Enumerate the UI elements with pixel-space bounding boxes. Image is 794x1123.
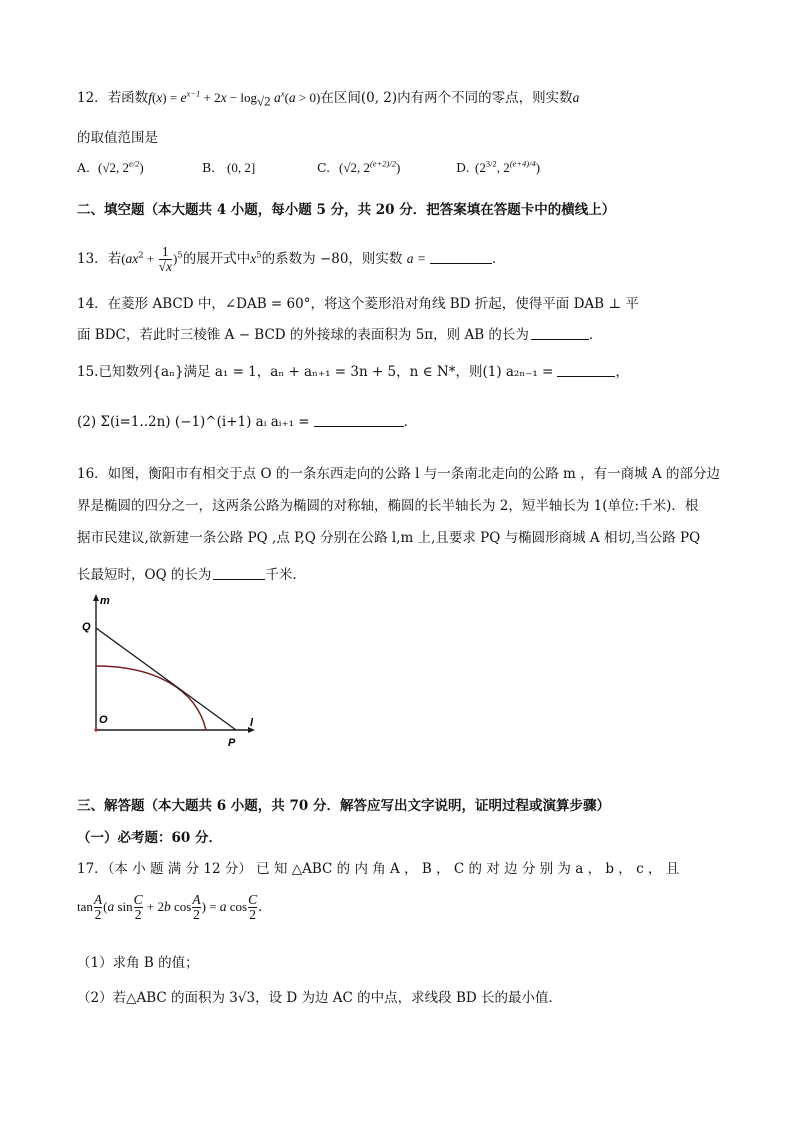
- tangent-line-pq: [96, 628, 236, 730]
- q13-term: x: [250, 251, 257, 266]
- q13-expr: (: [121, 251, 126, 266]
- q13-number: 13．: [77, 251, 108, 267]
- q12-option-a: (√2, $2^{e/2}$): [98, 158, 144, 175]
- q12-mid: 在区间(0, 2)内有两个不同的零点，则实数: [320, 90, 573, 106]
- origin-point: [94, 728, 97, 731]
- q16-figure: [78, 592, 268, 752]
- q12-line1: 12．若函数$f(x) = e^{x-1} + 2x - \log_{√2} a^x(a > 0)$在区间(0, 2)内有两个不同的零点，则实数a: [77, 88, 580, 109]
- label-q: Q: [82, 621, 91, 633]
- q13-mid: 的展开式中: [182, 251, 251, 267]
- label-o: O: [99, 714, 108, 726]
- q13-tail: 的系数为 −80，则实数: [261, 251, 403, 267]
- q12-var: a: [572, 90, 580, 105]
- q12-option-c-label: C.: [317, 160, 331, 175]
- q13-lead: 若: [107, 251, 122, 267]
- q12-option-b-label: B.: [202, 160, 216, 175]
- section2-title: 二、填空题（本大题共 4 小题，每小题 5 分，共 20 分．把答案填在答题卡中的横线上）: [77, 202, 616, 218]
- section3-title: 三、解答题（本大题共 6 小题，共 70 分．解答应写出文字说明，证明过程或演算步骤）: [77, 798, 610, 814]
- q12-lead: 若函数: [107, 90, 149, 106]
- q17-line1: 17．（本 小 题 满 分 12 分） 已 知 △ABC 的 内 角 A ， B ， C 的 对 边 分 别 为 a ， b ， c ， 且: [77, 861, 680, 877]
- label-l: l: [250, 717, 254, 729]
- q16-answer-blank[interactable]: [213, 567, 265, 580]
- q12-option-d-label: D.: [456, 160, 470, 175]
- q13-answer-blank[interactable]: [430, 251, 492, 264]
- q12-option-b: (0, 2]: [227, 160, 256, 175]
- q12-formula: f: [148, 90, 152, 105]
- ellipse-arc: [96, 666, 206, 730]
- q16-line4: 长最短时，OQ 的长为 千米.: [77, 567, 297, 583]
- q14-line1: 14．在菱形 ABCD 中，∠DAB = 60°，将这个菱形沿对角线 BD 折起，使得平面 DAB ⊥ 平: [77, 296, 639, 312]
- q15-answer-blank-1[interactable]: [557, 364, 615, 377]
- q17-part2: （2）若△ABC 的面积为 3√3，设 D 为边 AC 的中点，求线段 BD 长的最小值．: [77, 990, 562, 1006]
- section3-subtitle: （一）必考题：60 分．: [77, 830, 222, 846]
- q14-answer-blank[interactable]: [531, 327, 589, 340]
- q16-line1: 16．如图，衡阳市有相交于点 O 的一条东西走向的公路 l 与一条南北走向的公路 m ，有一商城 A 的部分边: [77, 466, 720, 482]
- q15-answer-blank-2[interactable]: [314, 414, 404, 427]
- q17-formula: tan $\frac{A}{2}$ (a sin $\frac{C}{2}$ + 2b cos $\frac{A}{2}$ ) = a cos $\frac{C}{2}$ ．: [77, 892, 272, 922]
- q12-number: 12．: [77, 90, 108, 106]
- q17-part1: （1）求角 B 的值；: [77, 955, 199, 971]
- q12-option-c: (√2, $2^{(e+2)/2}$): [339, 158, 401, 175]
- label-p: P: [228, 737, 236, 749]
- q15-line2: (2) Σ(i=1..2n) (−1)^(i+1) aᵢ aᵢ₊₁ = ．: [77, 414, 418, 430]
- q12-line2: 的取值范围是: [77, 130, 158, 146]
- q12-option-a-label: A.: [77, 160, 91, 175]
- q13-ans: a =: [406, 251, 426, 266]
- q12-option-d: ($2^{3/2}$, $2^{(e+4)/4}$): [475, 158, 541, 175]
- label-m: m: [100, 595, 110, 607]
- m-axis-arrow-icon: [93, 594, 99, 601]
- q14-line2: 面 BDC，若此时三棱锥 A − BCD 的外接球的表面积为 5π，则 AB 的长为 ．: [77, 327, 603, 343]
- q12-options: [77, 158, 541, 176]
- q16-line2: 界是椭圆的四分之一，这两条公路为椭圆的对称轴，椭圆的长半轴长为 2，短半轴长为 1(单位:千米)．根: [77, 498, 699, 514]
- q16-line3: 据市民建议,欲新建一条公路 PQ ,点 P,Q 分别在公路 l,m 上,且要求 PQ 与椭圆形商城 A 相切,当公路 PQ: [77, 530, 701, 546]
- q13-line: 13．若($ax^2$ + $\frac{1}{√x}$ )$^5$的展开式中$x^5$的系数为 −80，则实数 a = ．: [77, 244, 506, 274]
- q15-line1: 15.已知数列{aₙ}满足 a₁ = 1，aₙ + aₙ₊₁ = 3n + 5，n ∈ N*，则(1) a₂ₙ₋₁ = ，: [77, 364, 629, 380]
